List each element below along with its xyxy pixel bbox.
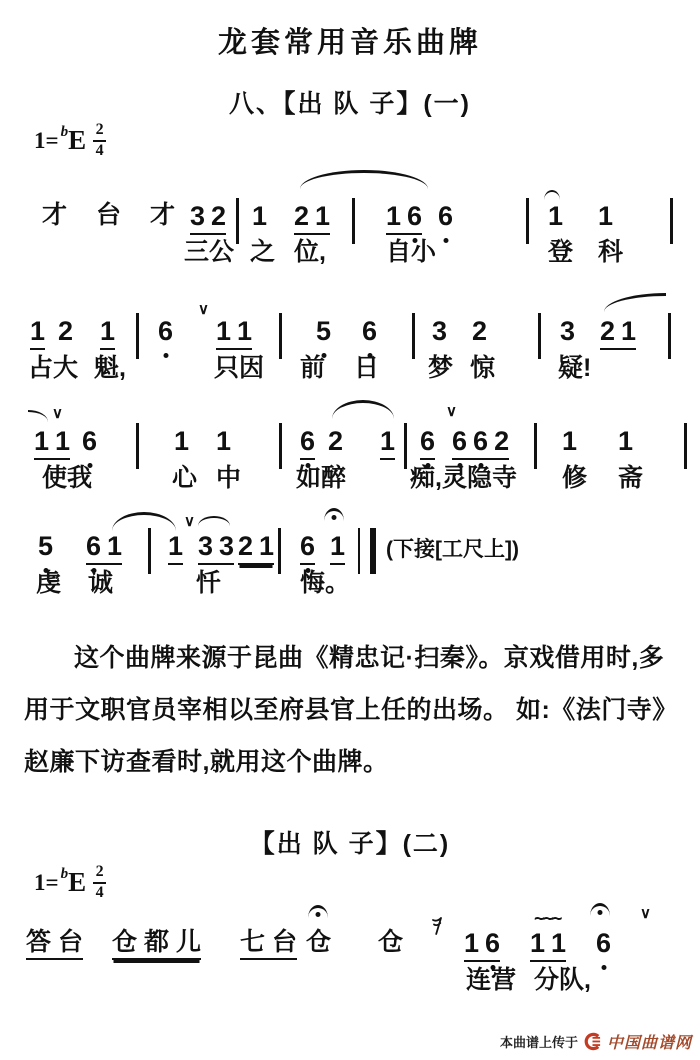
low-octave-dot xyxy=(163,353,168,358)
lyric-text: 梦 xyxy=(428,354,454,382)
meter-numerator: 2 xyxy=(95,121,104,138)
percussion-syllable xyxy=(96,203,121,231)
percussion-syllable xyxy=(42,203,67,231)
note-digit: 1 xyxy=(621,316,637,346)
syllable-char: 答 xyxy=(26,928,52,956)
note-digit: 1 xyxy=(237,316,253,346)
barline xyxy=(278,528,281,574)
breath-mark-icon: ∨ xyxy=(198,301,209,318)
note-digit: 2 xyxy=(238,531,254,561)
section1-heading: 八、【出 队 子】(一) xyxy=(228,90,472,118)
note-token xyxy=(330,533,345,565)
barline xyxy=(534,423,537,469)
note-token xyxy=(216,318,252,350)
note-digit: 2 xyxy=(600,316,616,346)
fermata-icon xyxy=(308,905,328,918)
note-token xyxy=(380,428,395,460)
syllable-char: 才 xyxy=(150,201,176,229)
barline xyxy=(404,423,407,469)
note-digit: 1 xyxy=(598,201,614,231)
time-signature xyxy=(93,122,106,159)
fermata-dot xyxy=(316,912,321,917)
note-token xyxy=(300,533,315,565)
key-signature-2 xyxy=(34,864,106,901)
lyric-text: 三公 xyxy=(184,238,235,266)
note-digit: 6 xyxy=(300,428,315,455)
note-token xyxy=(432,318,447,348)
note-digit: 6 xyxy=(485,930,500,957)
note-digit: 6 xyxy=(473,428,488,455)
final-barline xyxy=(358,528,376,574)
note-token xyxy=(562,428,577,458)
barline xyxy=(684,423,687,469)
breath-mark-icon: ∨ xyxy=(446,403,457,420)
syllable-char: 七 xyxy=(240,928,266,956)
barline xyxy=(136,423,139,469)
lyric-text: 疑! xyxy=(558,354,592,382)
breath-mark-icon: ∨ xyxy=(52,405,63,422)
barline xyxy=(279,313,282,359)
note-digit: 6 xyxy=(362,318,377,345)
barline xyxy=(668,313,671,359)
syllable-char: 儿 xyxy=(176,928,202,956)
lyric-text: 忏 xyxy=(196,569,222,597)
upload-note-text: 本曲谱上传于 xyxy=(499,1035,578,1050)
note-digit: 1 xyxy=(107,531,123,561)
key-signature-1 xyxy=(34,122,106,159)
note-token xyxy=(464,930,500,962)
note-token xyxy=(560,318,575,348)
note-token xyxy=(86,533,122,565)
syllable-char: 台 xyxy=(58,928,84,956)
note-token xyxy=(34,428,70,460)
note-digit: 1 xyxy=(100,316,116,346)
lyric-text: 使我 xyxy=(42,464,93,492)
percussion-syllable xyxy=(240,930,297,960)
barline xyxy=(538,313,541,359)
site-logo-icon xyxy=(583,1032,602,1051)
note-token xyxy=(294,203,330,235)
note-digit: 1 xyxy=(259,531,275,561)
note-digit: 2 xyxy=(472,316,488,346)
note-digit: 1 xyxy=(562,426,578,456)
note-digit: 6 xyxy=(82,428,97,455)
meter-denominator: 4 xyxy=(95,142,104,159)
lyric-text: 日 xyxy=(354,354,380,382)
slur xyxy=(112,512,176,531)
lyric-text: 魁, xyxy=(94,354,126,382)
note-token xyxy=(158,318,173,348)
note-token xyxy=(600,318,636,350)
lyric-text: 修 xyxy=(562,464,588,492)
note-token xyxy=(530,930,566,962)
syllable-char: 仓 xyxy=(306,928,332,956)
fermata-icon xyxy=(324,508,344,521)
note-digit: 6 xyxy=(158,318,173,345)
syllable-char: 台 xyxy=(272,928,298,956)
percussion-syllable xyxy=(26,930,83,960)
barline xyxy=(412,313,415,359)
note-digit: 1 xyxy=(55,426,71,456)
note-digit: 1 xyxy=(551,928,567,958)
barline xyxy=(236,198,239,244)
note-token xyxy=(190,203,226,235)
note-digit: 2 xyxy=(294,201,310,231)
tie xyxy=(544,190,560,200)
page-title: 龙套常用音乐曲牌 xyxy=(217,27,482,59)
note-token xyxy=(328,428,343,458)
note-digit: 1 xyxy=(380,426,396,456)
paragraph-line: 用于文职官员宰相以至府县官上任的出场。 如:《法门寺》 xyxy=(24,696,678,724)
syllable-char: 仓 xyxy=(112,928,138,956)
barline xyxy=(136,313,139,359)
note-digit: 2 xyxy=(328,426,344,456)
lyric-text: 惊 xyxy=(470,354,496,382)
note-digit: 1 xyxy=(30,316,46,346)
note-digit: 3 xyxy=(219,531,235,561)
key-prefix: 1= xyxy=(34,127,59,153)
slur xyxy=(332,400,394,419)
percussion-syllable xyxy=(150,203,175,231)
note-digit: 1 xyxy=(34,426,50,456)
note-token xyxy=(174,428,189,458)
note-token xyxy=(168,533,183,565)
trill-icon: ~~~ xyxy=(534,908,561,929)
note-token xyxy=(472,318,487,348)
note-token xyxy=(58,318,73,348)
note-digit: 6 xyxy=(300,533,315,560)
note-digit: 1 xyxy=(216,316,232,346)
note-digit: 3 xyxy=(432,316,448,346)
lyric-text: 登 xyxy=(548,238,574,266)
paragraph-line: 赵廉下访查看时,就用这个曲牌。 xyxy=(24,748,389,776)
note-digit: 1 xyxy=(530,928,546,958)
note-token xyxy=(238,533,274,565)
key-tonic: E xyxy=(68,125,87,155)
note-digit: 6 xyxy=(596,930,611,957)
percussion-syllable xyxy=(306,930,331,958)
note-token xyxy=(252,203,267,233)
key-tonic: E xyxy=(68,867,87,897)
syllable-char: 都 xyxy=(144,928,170,956)
barline xyxy=(352,198,355,244)
lyric-text: 心 xyxy=(172,464,198,492)
note-digit: 1 xyxy=(252,201,268,231)
note-digit: 6 xyxy=(452,428,467,455)
note-token xyxy=(438,203,453,233)
note-digit: 6 xyxy=(86,533,101,560)
note-token xyxy=(30,318,45,350)
lyric-text: 之 xyxy=(250,238,276,266)
note-digit: 3 xyxy=(560,316,576,346)
fermata-dot xyxy=(332,515,337,520)
syllable-char: 仓 xyxy=(378,928,404,956)
note-token xyxy=(452,428,509,460)
note-digit: 6 xyxy=(438,203,453,230)
note-digit: 1 xyxy=(168,531,184,561)
barline xyxy=(670,198,673,244)
syllable-char: 台 xyxy=(96,201,122,229)
note-digit: 3 xyxy=(190,201,206,231)
note-token xyxy=(362,318,377,348)
fermata-icon xyxy=(590,903,610,916)
note-token xyxy=(618,428,633,458)
lyric-text: 前 xyxy=(300,354,326,382)
eighth-rest-icon xyxy=(430,916,444,941)
note-token xyxy=(38,533,53,563)
meter-numerator: 2 xyxy=(95,863,104,880)
inline-label: (下接[工尺上]) xyxy=(386,538,519,561)
breath-mark-icon: ∨ xyxy=(640,905,651,922)
low-octave-dot xyxy=(443,238,448,243)
low-octave-dot xyxy=(601,965,606,970)
percussion-syllable xyxy=(112,930,201,960)
site-attribution xyxy=(500,1030,692,1053)
lyric-text: 自小 xyxy=(386,238,437,266)
flat-icon: b xyxy=(60,866,69,882)
note-token xyxy=(386,203,422,235)
lyric-text: 虔 xyxy=(36,569,62,597)
fermata-dot xyxy=(598,910,603,915)
breath-mark-icon: ∨ xyxy=(184,513,195,530)
key-prefix: 1= xyxy=(34,869,59,895)
lyric-text: 科 xyxy=(598,238,624,266)
lyric-text: 只因 xyxy=(214,354,265,382)
lyric-text: 位, xyxy=(294,238,326,266)
paragraph-line: 这个曲牌来源于昆曲《精忠记·扫秦》。京戏借用时,多 xyxy=(74,644,665,672)
section2-heading: 【出 队 子】(二) xyxy=(249,830,451,858)
note-digit: 1 xyxy=(330,531,346,561)
note-digit: 1 xyxy=(386,201,402,231)
note-digit: 1 xyxy=(548,201,564,231)
lyric-text: 斋 xyxy=(618,464,644,492)
lyric-text: 悔。 xyxy=(300,569,351,597)
note-digit: 6 xyxy=(407,203,422,230)
slur xyxy=(300,170,428,189)
note-token xyxy=(100,318,115,350)
lyric-text: 诚 xyxy=(88,569,114,597)
note-digit: 2 xyxy=(58,316,74,346)
barline xyxy=(148,528,151,574)
syllable-char: 才 xyxy=(42,201,68,229)
note-token xyxy=(596,930,611,960)
commentary-paragraph xyxy=(24,632,680,788)
note-digit: 5 xyxy=(316,318,331,345)
meter-denominator: 4 xyxy=(95,884,104,901)
note-token xyxy=(216,428,231,458)
note-digit: 1 xyxy=(174,426,190,456)
note-digit: 2 xyxy=(211,201,227,231)
note-token xyxy=(198,533,234,565)
note-token xyxy=(420,428,435,460)
note-digit: 5 xyxy=(38,533,53,560)
barline xyxy=(526,198,529,244)
flat-icon: b xyxy=(60,124,69,140)
note-token xyxy=(548,203,563,233)
barline xyxy=(279,423,282,469)
tie xyxy=(198,516,230,526)
lyric-text: 分队, xyxy=(534,966,591,994)
note-digit: 1 xyxy=(464,928,480,958)
note-digit: 6 xyxy=(420,428,435,455)
note-token xyxy=(300,428,315,460)
lyric-text: 连营 xyxy=(466,966,517,994)
note-token xyxy=(82,428,97,458)
slur-continuation xyxy=(604,293,666,312)
note-digit: 1 xyxy=(216,426,232,456)
lyric-text: 痴,灵隐寺 xyxy=(410,464,517,492)
lyric-text: 中 xyxy=(216,464,242,492)
note-digit: 2 xyxy=(494,426,510,456)
note-digit: 1 xyxy=(618,426,634,456)
note-token xyxy=(598,203,613,233)
lyric-text: 如醉 xyxy=(296,464,347,492)
site-name-text: 中国曲谱网 xyxy=(606,1035,692,1052)
note-token xyxy=(316,318,331,348)
percussion-syllable xyxy=(378,930,403,958)
note-digit: 3 xyxy=(198,531,214,561)
note-digit: 1 xyxy=(315,201,331,231)
slur-end xyxy=(28,410,48,422)
lyric-text: 占大 xyxy=(28,354,79,382)
time-signature xyxy=(93,864,106,901)
